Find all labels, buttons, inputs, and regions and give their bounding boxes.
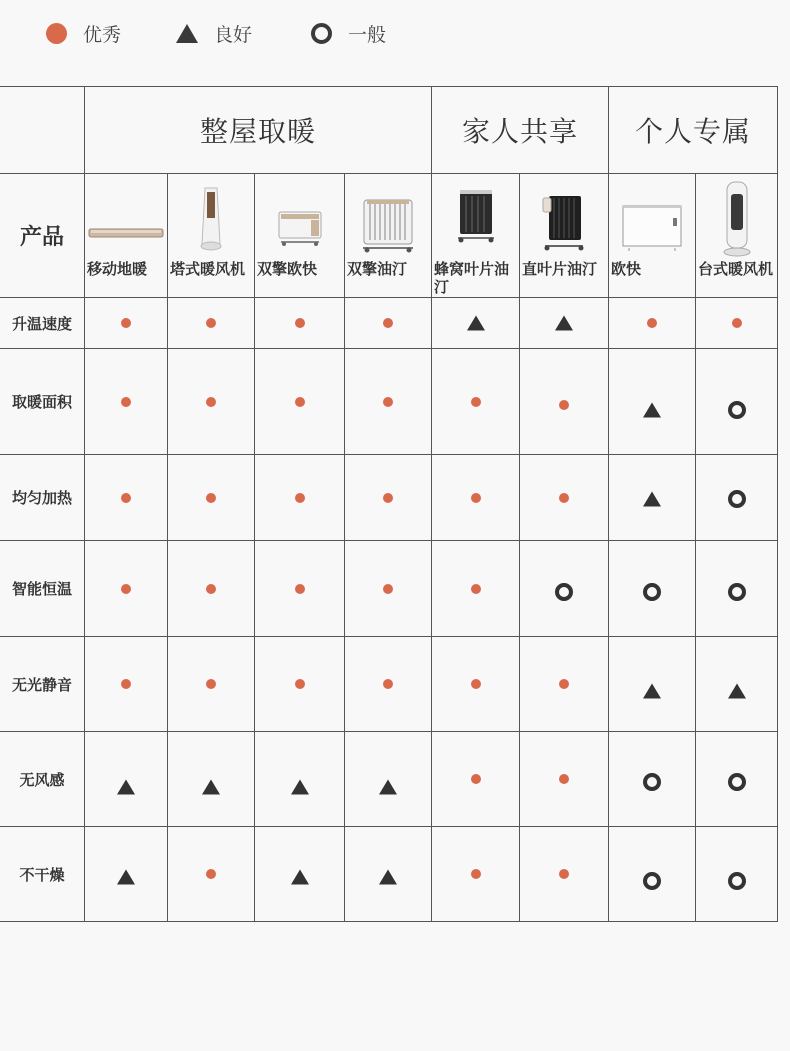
average-ring-icon (643, 872, 661, 890)
excellent-dot-icon (559, 679, 569, 689)
rating-cell (255, 349, 345, 455)
average-ring-icon (311, 23, 332, 44)
good-triangle-icon (555, 316, 573, 331)
excellent-dot-icon (295, 318, 305, 328)
floor-heater-icon (88, 226, 164, 245)
rating-cell (432, 827, 520, 922)
legend-good (176, 18, 252, 48)
rating-cell (696, 455, 778, 541)
rating-cell (609, 732, 696, 827)
criterion-cell (0, 541, 85, 637)
rating-cell (609, 349, 696, 455)
criterion-cell (0, 349, 85, 455)
excellent-dot-icon (559, 400, 569, 410)
product-name: 直叶片油汀 (522, 260, 598, 278)
rating-cell (85, 827, 168, 922)
excellent-dot-icon (206, 584, 216, 594)
excellent-dot-icon (206, 679, 216, 689)
excellent-dot-icon (121, 679, 131, 689)
rating-cell (85, 455, 168, 541)
criterion-label: 无光静音 (11, 675, 72, 694)
rating-cell (168, 298, 255, 349)
rating-cell (696, 298, 778, 349)
average-ring-icon (728, 773, 746, 791)
good-triangle-icon (379, 779, 397, 794)
average-ring-icon (643, 583, 661, 601)
excellent-dot-icon (383, 493, 393, 503)
tower-fan-heater-icon (197, 186, 225, 256)
excellent-dot-icon (471, 493, 481, 503)
criterion-cell (0, 455, 85, 541)
rating-cell (696, 732, 778, 827)
rating-cell (345, 541, 432, 637)
average-ring-icon (728, 401, 746, 419)
rating-cell (85, 298, 168, 349)
group-title: 整屋取暖 (199, 115, 316, 148)
rating-cell (255, 827, 345, 922)
criterion-label: 不干燥 (19, 865, 65, 884)
rating-cell (609, 541, 696, 637)
straight-fin-oil-radiator-icon (541, 192, 587, 256)
criterion-cell (0, 637, 85, 732)
good-triangle-icon (643, 683, 661, 698)
rating-cell (345, 827, 432, 922)
rating-cell (85, 349, 168, 455)
rating-cell (609, 455, 696, 541)
honeycomb-oil-radiator-icon (456, 188, 496, 248)
rating-cell (432, 732, 520, 827)
excellent-dot-icon (295, 679, 305, 689)
product-name: 欧快 (611, 260, 642, 278)
criterion-label: 均匀加热 (11, 489, 72, 507)
product-header-cell (345, 174, 432, 298)
product-name: 台式暖风机 (698, 260, 774, 278)
rating-cell (168, 349, 255, 455)
legend-average (311, 18, 386, 48)
rating-cell (345, 455, 432, 541)
good-triangle-icon (202, 779, 220, 794)
rating-cell (609, 637, 696, 732)
product-column-label: 产品 (19, 225, 64, 250)
excellent-dot-icon (121, 397, 131, 407)
good-triangle-icon (379, 869, 397, 884)
excellent-dot-icon (383, 318, 393, 328)
excellent-dot-icon (383, 584, 393, 594)
rating-cell (520, 349, 609, 455)
excellent-dot-icon (295, 493, 305, 503)
criterion-label: 升温速度 (11, 314, 72, 333)
excellent-dot-icon (647, 318, 657, 328)
good-triangle-icon (291, 869, 309, 884)
rating-cell (520, 827, 609, 922)
excellent-dot-icon (559, 774, 569, 784)
criterion-cell (0, 732, 85, 827)
rating-cell (168, 541, 255, 637)
excellent-dot-icon (206, 397, 216, 407)
excellent-dot-icon (471, 679, 481, 689)
rating-cell (696, 827, 778, 922)
product-header-cell (609, 174, 696, 298)
rating-cell (255, 455, 345, 541)
product-header-cell (520, 174, 609, 298)
criterion-label: 智能恒温 (11, 580, 72, 598)
legend-excellent (46, 18, 121, 48)
rating-cell (696, 541, 778, 637)
product-name: 双擎油汀 (347, 260, 408, 278)
excellent-dot-icon (206, 869, 216, 879)
product-name: 塔式暖风机 (170, 260, 246, 278)
rating-cell (255, 637, 345, 732)
rating-cell (345, 349, 432, 455)
rating-cell (85, 541, 168, 637)
excellent-dot-icon (46, 23, 67, 44)
rating-cell (255, 732, 345, 827)
excellent-dot-icon (295, 397, 305, 407)
excellent-dot-icon (121, 493, 131, 503)
rating-cell (609, 827, 696, 922)
rating-cell (168, 637, 255, 732)
desktop-fan-heater-icon (721, 180, 753, 262)
rating-cell (85, 637, 168, 732)
rating-cell (432, 298, 520, 349)
rating-cell (345, 298, 432, 349)
criterion-label: 无风感 (19, 770, 65, 789)
rating-cell (520, 732, 609, 827)
rating-cell (520, 541, 609, 637)
group-title: 个人专属 (634, 115, 751, 148)
rating-cell (345, 637, 432, 732)
product-name: 双擎欧快 (257, 260, 318, 278)
rating-cell (255, 298, 345, 349)
legend-good-label: 良好 (214, 23, 253, 46)
product-name: 移动地暖 (87, 260, 148, 278)
rating-cell (168, 732, 255, 827)
rating-cell (85, 732, 168, 827)
average-ring-icon (728, 583, 746, 601)
rating-cell (520, 455, 609, 541)
rating-cell (432, 455, 520, 541)
rating-cell (432, 637, 520, 732)
excellent-dot-icon (471, 584, 481, 594)
group-header (85, 86, 432, 174)
rating-cell (520, 298, 609, 349)
excellent-dot-icon (383, 397, 393, 407)
rating-cell (432, 349, 520, 455)
rating-cell (696, 349, 778, 455)
excellent-dot-icon (471, 774, 481, 784)
good-triangle-icon (728, 683, 746, 698)
excellent-dot-icon (559, 493, 569, 503)
convector-heater-icon (275, 206, 325, 252)
product-header-cell (168, 174, 255, 298)
average-ring-icon (555, 583, 573, 601)
excellent-dot-icon (295, 584, 305, 594)
oil-radiator-white-icon (359, 196, 417, 258)
product-name: 蜂窝叶片油汀 (434, 260, 510, 296)
average-ring-icon (643, 773, 661, 791)
good-triangle-icon (117, 869, 135, 884)
good-triangle-icon (176, 24, 198, 43)
group-header (609, 86, 778, 174)
product-header-cell (85, 174, 168, 298)
good-triangle-icon (643, 492, 661, 507)
group-title: 家人共享 (461, 115, 578, 148)
rating-cell (609, 298, 696, 349)
product-header-cell (432, 174, 520, 298)
excellent-dot-icon (383, 679, 393, 689)
rating-cell (255, 541, 345, 637)
excellent-dot-icon (471, 397, 481, 407)
good-triangle-icon (643, 402, 661, 417)
excellent-dot-icon (206, 493, 216, 503)
comparison-table (0, 86, 778, 922)
average-ring-icon (728, 872, 746, 890)
criterion-label: 取暖面积 (11, 393, 72, 411)
good-triangle-icon (117, 779, 135, 794)
panel-heater-icon (621, 204, 683, 256)
legend (0, 18, 790, 48)
criterion-cell (0, 827, 85, 922)
excellent-dot-icon (471, 869, 481, 879)
excellent-dot-icon (732, 318, 742, 328)
rating-cell (696, 637, 778, 732)
criterion-cell (0, 298, 85, 349)
excellent-dot-icon (121, 318, 131, 328)
group-header (432, 86, 609, 174)
product-label-cell (0, 174, 85, 298)
legend-excellent-label: 优秀 (83, 23, 122, 46)
rating-cell (345, 732, 432, 827)
product-header-cell (696, 174, 778, 298)
average-ring-icon (728, 490, 746, 508)
rating-cell (168, 455, 255, 541)
good-triangle-icon (291, 779, 309, 794)
rating-cell (432, 541, 520, 637)
header-corner-cell (0, 86, 85, 174)
good-triangle-icon (467, 316, 485, 331)
excellent-dot-icon (559, 869, 569, 879)
rating-cell (168, 827, 255, 922)
rating-cell (520, 637, 609, 732)
excellent-dot-icon (121, 584, 131, 594)
legend-average-label: 一般 (348, 23, 387, 46)
product-header-cell (255, 174, 345, 298)
excellent-dot-icon (206, 318, 216, 328)
